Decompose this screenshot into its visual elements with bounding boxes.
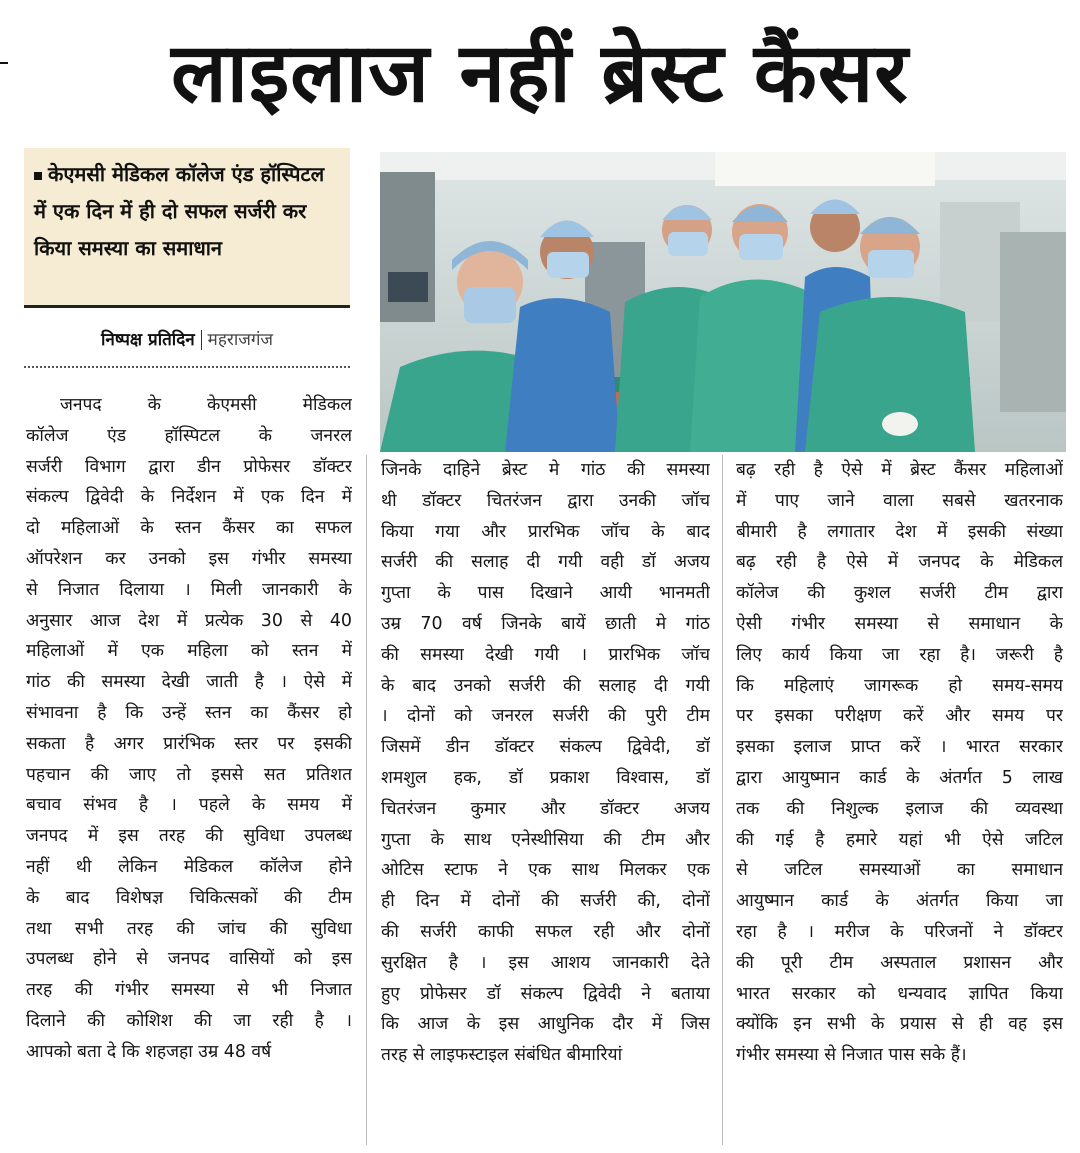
article-line: संकल्प द्विवेदी के निर्देशन में एक दिन में (26, 487, 352, 508)
article-line: से जटिल समस्याओं का समाधान (736, 860, 1063, 881)
article-line: चितरंजन कुमार और डॉक्टर अजय (381, 798, 710, 819)
subhead-text: केएमसी मेडिकल कॉलेज एंड हॉस्पिटल में एक दिन में ही दो सफल सर्जरी कर किया समस्या का समाधान (34, 162, 325, 260)
article-line: उम्र 70 वर्ष जिनके बायें छाती मे गांठ (381, 613, 710, 634)
article-line: दिलाने की कोशिश की जा रही है । (26, 1010, 352, 1031)
subhead-box (24, 148, 350, 308)
article-column-1 (26, 390, 352, 1068)
article-line: पहचान की जाए तो इससे सत प्रतिशत (26, 764, 352, 785)
article-line: दो महिलाओं के स्तन कैंसर का सफल (26, 518, 352, 539)
article-line: बचाव संभव है । पहले के समय में (26, 795, 352, 816)
article-line: ऐसी गंभीर समस्या से समाधान के (736, 613, 1063, 634)
article-line: गांठ की समस्या देखी जाती है । ऐसे में (26, 672, 352, 693)
article-line: से निजात दिलाया । मिली जानकारी के (26, 579, 352, 600)
article-line: के बाद विशेषज्ञ चिकित्सकों की टीम (26, 887, 352, 908)
article-line: आयुष्मान कार्ड के अंतर्गत किया जा (736, 891, 1063, 912)
byline (24, 320, 350, 360)
article-line: सर्जरी की सलाह दी गयी वही डॉ अजय (381, 552, 710, 573)
article-line: तरह से लाइफस्टाइल संबंधित बीमारियां (381, 1045, 623, 1066)
article-line: पर इसका परीक्षण करें और समय पर (736, 706, 1063, 727)
article-line: तक की निशुल्क इलाज की व्यवस्था (736, 798, 1063, 819)
article-line: बीमारी है लगातार देश में इसकी संख्या (736, 521, 1063, 542)
article-line: शमशुल हक, डॉ प्रकाश विश्वास, डॉ (381, 767, 710, 788)
article-line: किया गया और प्रारभिक जॉच के बाद (381, 521, 710, 542)
article-line: तरह की गंभीर समस्या से भी निजात (26, 980, 352, 1001)
byline-source: निष्पक्ष प्रतिदिन (100, 330, 195, 350)
article-line: भारत सरकार को धन्यवाद ज्ञापित किया (736, 983, 1063, 1004)
article-line: नहीं थी लेकिन मेडिकल कॉलेज होने (26, 856, 352, 877)
article-line: में पाए जाने वाला सबसे खतरनाक (736, 490, 1063, 511)
article-line: उपलब्ध होने से जनपद वासियों को इस (26, 949, 352, 970)
article-line: अनुसार आज देश में प्रत्येक 30 से 40 (26, 610, 352, 631)
article-line: ओटिस स्टाफ ने एक साथ मिलकर एक (381, 860, 710, 881)
article-line: थी डॉक्टर चितरंजन द्वारा उनकी जॉच (381, 490, 710, 511)
article-line: सुरक्षित है । इस आशय जानकारी देते (381, 952, 710, 973)
article-line: । दोनों को जनरल सर्जरी की पुरी टीम (381, 706, 710, 727)
column-divider (722, 455, 723, 1145)
article-line: जिनके दाहिने ब्रेस्ट मे गांठ की समस्या (381, 460, 710, 480)
surgical-team-illustration (380, 152, 1066, 452)
article-line: हुए प्रोफेसर डॉ संकल्प द्विवेदी ने बताया (381, 983, 710, 1004)
article-line: महिलाओं में एक महिला को स्तन में (26, 641, 352, 662)
article-line: जिसमें डीन डॉक्टर संकल्प द्विवेदी, डॉ (381, 737, 710, 758)
article-line: ही दिन में दोनों की सर्जरी की, दोनों (381, 891, 710, 912)
article-line: कॉलेज एंड हॉस्पिटल के जनरल (26, 425, 352, 446)
article-line: की समस्या देखी गयी । प्रारभिक जॉच (381, 644, 710, 665)
article-line: बढ़ रही है ऐसे में ब्रेस्ट कैंसर महिलाओं (736, 460, 1063, 480)
article-line: जनपद में इस तरह की सुविधा उपलब्ध (26, 826, 352, 847)
article-line: तथा सभी तरह की जांच की सुविधा (26, 918, 352, 939)
article-line: सकता है अगर प्रारंभिक स्तर पर इसकी (26, 733, 352, 754)
article-line: कि महिलाएं जागरूक हो समय-समय (736, 675, 1063, 696)
headline: लाइलाज नहीं ब्रेस्ट कैंसर (171, 26, 909, 121)
surgical-team-photo (380, 152, 1066, 452)
article-line: लिए कार्य किया जा रहा है। जरूरी है (736, 644, 1063, 665)
byline-location: महराजगंज (207, 330, 274, 350)
article-column-3 (736, 455, 1063, 1071)
dotted-rule (24, 366, 350, 368)
article-line: कि आज के इस आधुनिक दौर में जिस (381, 1014, 710, 1035)
article-line: गंभीर समस्या से निजात पास सके हैं। (736, 1045, 967, 1066)
column-divider (366, 455, 367, 1145)
article-line: गुप्ता के पास दिखाने आयी भानमती (381, 583, 710, 604)
article-line: आपको बता दे कि शहजहा उम्र 48 वर्ष (26, 1041, 272, 1062)
bullet-icon (34, 172, 42, 180)
article-line: गुप्ता के साथ एनेस्थीसिया की टीम और (381, 829, 710, 850)
article-line: बढ़ रही है ऐसे में जनपद के मेडिकल (736, 552, 1063, 573)
article-line: इसका इलाज प्राप्त करें । भारत सरकार (736, 737, 1063, 758)
article-line: कॉलेज की कुशल सर्जरी टीम द्वारा (736, 583, 1063, 604)
article-line: क्योंकि इन सभी के प्रयास से ही वह इस (736, 1014, 1063, 1035)
article-line: की पूरी टीम अस्पताल प्रशासन और (736, 952, 1063, 973)
article-line: के बाद उनको सर्जरी की सलाह दी गयी (381, 675, 710, 696)
article-line: सर्जरी विभाग द्वारा डीन प्रोफेसर डॉक्टर (26, 456, 352, 477)
article-line: द्वारा आयुष्मान कार्ड के अंतर्गत 5 लाख (736, 767, 1063, 788)
article-column-2 (381, 455, 710, 1071)
article-line: की गई है हमारे यहां भी ऐसे जटिल (736, 829, 1063, 850)
article-line: की सर्जरी काफी सफल रही और दोनों (381, 921, 710, 942)
article-line: रहा है । मरीज के परिजनों ने डॉक्टर (736, 921, 1063, 942)
article-line: ऑपरेशन कर उनको इस गंभीर समस्या (26, 548, 352, 569)
article-line: जनपद के केएमसी मेडिकल (60, 395, 352, 415)
article-line: संभावना है कि उन्हें स्तन का कैंसर हो (26, 702, 352, 723)
byline-separator (201, 330, 202, 350)
